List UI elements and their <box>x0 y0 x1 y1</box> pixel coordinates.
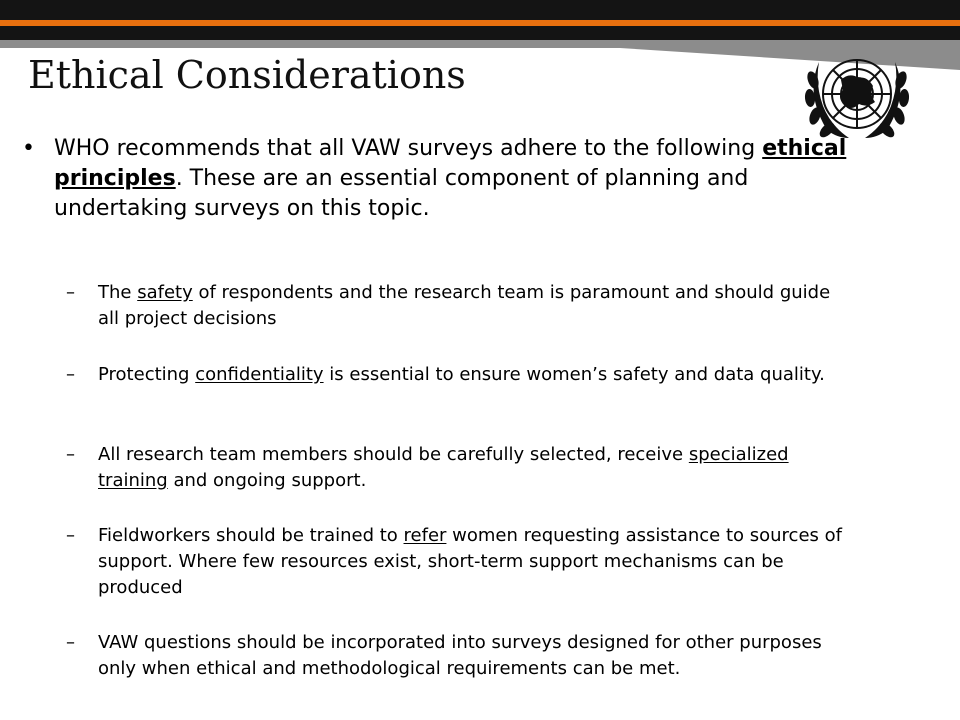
dash-marker: – <box>66 632 75 653</box>
underlined-keyword: confidentiality <box>195 364 324 385</box>
sub-bullet-text: Fieldworkers should be trained to refer women requesting assistance to sources of support. Where few resources exist, short-term support mechanisms can be produced <box>98 525 842 598</box>
dash-marker: – <box>66 525 75 546</box>
dash-marker: – <box>66 282 75 303</box>
sub-bullet-text: The safety of respondents and the research team is paramount and should guide all project decisions <box>98 282 831 329</box>
bullet-dot: • <box>22 136 35 161</box>
slide-title: Ethical Considerations <box>28 53 466 97</box>
ethical-principles-emphasis: ethical principles <box>54 136 847 191</box>
main-bullet-text <box>54 134 864 224</box>
sub-bullet-text: Protecting confidentiality is essential to ensure women’s safety and data quality. <box>98 364 825 385</box>
dash-marker: – <box>66 444 75 465</box>
bullet-text-part: WHO recommends that all VAW surveys adhere to the following <box>54 136 763 161</box>
sub-bullet-text: VAW questions should be incorporated into surveys designed for other purposes only when ethical and methodological requirements can be met. <box>98 632 822 679</box>
dash-marker: – <box>66 364 75 385</box>
underlined-keyword: refer <box>403 525 447 546</box>
sub-bullet-text: All research team members should be carefully selected, receive specialized training and ongoing support. <box>98 444 789 491</box>
bullet-text-part: . These are an essential component of planning and undertaking surveys on this topic. <box>54 166 749 221</box>
underlined-keyword: specialized training <box>98 444 789 491</box>
underlined-keyword: safety <box>137 282 193 303</box>
